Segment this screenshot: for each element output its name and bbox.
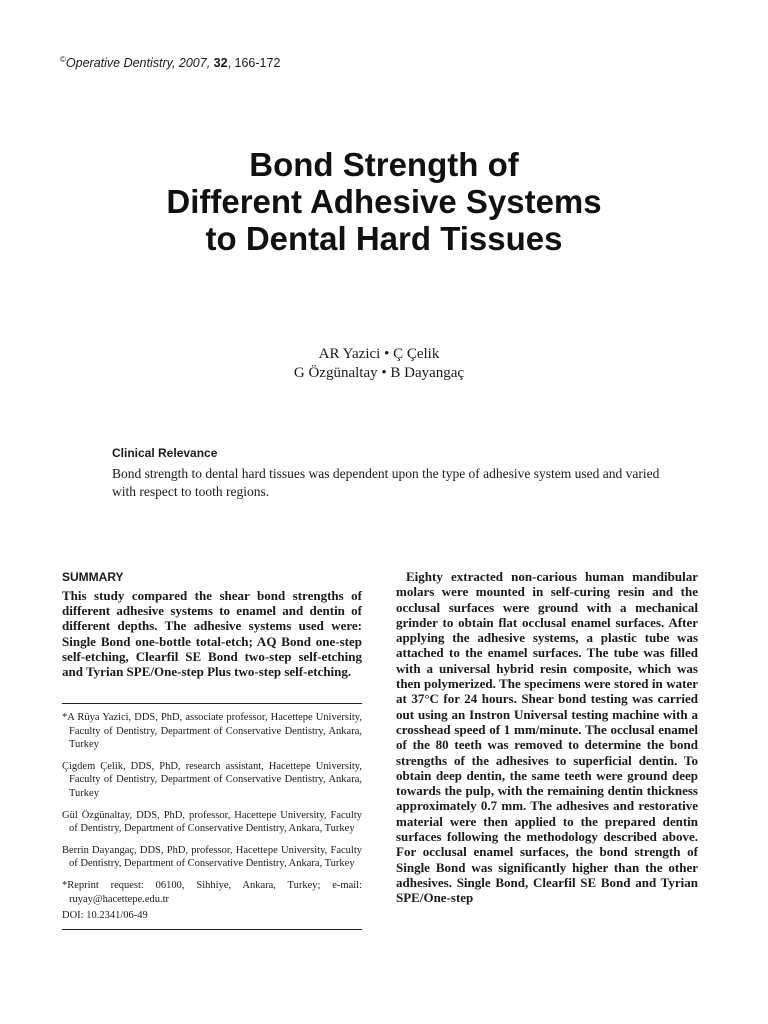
journal-name: Operative Dentistry, 2007, — [65, 56, 214, 71]
journal-pages: , 166-172 — [227, 56, 281, 71]
journal-citation — [60, 55, 280, 70]
reprint-request: *Reprint request: 06100, Sihhiye, Ankara, Turkey; e-mail: ruyay@hacettepe.edu.tr — [62, 879, 362, 905]
title-line: Different Adhesive Systems — [166, 183, 602, 220]
summary-heading: SUMMARY — [62, 570, 124, 584]
author-line: G Özgünaltay • B Dayangaç — [293, 365, 465, 381]
author-list — [0, 345, 758, 383]
journal-volume: 32 — [213, 56, 228, 71]
affiliation-entry: *A Rüya Yazici, DDS, PhD, associate professor, Hacettepe University, Faculty of Dentistry, Department of Conservative Dentistry, Ankara, Turkey — [62, 712, 362, 751]
doi-label: DOI: 10.2341/06-49 — [62, 910, 148, 922]
affiliation-bottom-rule — [62, 929, 362, 930]
affiliation-top-rule — [62, 703, 362, 704]
affiliation-entry: Gül Özgünaltay, DDS, PhD, professor, Hacettepe University, Faculty of Dentistry, Department of Conservative Dentistry, Ankara, Turkey — [62, 809, 362, 835]
copyright-symbol: © — [60, 55, 66, 64]
body-paragraph: Eighty extracted non-carious human mandibular molars were mounted in self-curing resin and the occlusal surfaces were ground with a mechanical grinder to obtain flat occlusal enamel surfaces. After applying the adhesive systems, a plastic tube was attached to the enamel surfaces. The tube was filled with a universal hybrid resin composite, which was then polymerized. The specimens were stored in water at 37°C for 24 hours. Shear bond testing was carried out using an Instron Universal testing machine with a crosshead speed of 1 mm/minute. The occlusal enamel of the 80 teeth was removed to determine the bond strengths of the adhesives to superficial dentin. To obtain deep dentin, the same teeth were ground deep towards the pulp, with the remaining dentin thickness approximately 0.7 mm. The adhesives and restorative material were then applied to the prepared dentin surfaces following the methodology described above. For occlusal enamel surfaces, the bond strength of Single Bond was significantly higher than the other adhesives. Single Bond, Clearfil SE Bond and Tyrian SPE/One-step — [396, 569, 698, 906]
affiliation-entry: Çigdem Çelik, DDS, PhD, research assistant, Hacettepe University, Faculty of Dentistry, Department of Conservative Dentistry, Ankara, Turkey — [62, 760, 362, 799]
title-line: to Dental Hard Tissues — [205, 220, 563, 257]
title-line: Bond Strength of — [249, 146, 519, 183]
clinical-relevance-heading: Clinical Relevance — [112, 446, 218, 460]
author-line: AR Yazici • Ç Çelik — [318, 346, 440, 362]
author-affiliations — [62, 711, 362, 923]
article-title — [0, 146, 768, 257]
summary-text: This study compared the shear bond strengths of different adhesive systems to enamel and dentin of different depths. The adhesive systems used were: Single Bond one-bottle total-etch; AQ Bond one-step self-etching, Clearfil SE Bond two-step self-etching and Tyrian SPE/One-step Plus two-step self-etching. — [62, 588, 362, 680]
clinical-relevance-text: Bond strength to dental hard tissues was dependent upon the type of adhesive system used and varied with respect to tooth regions. — [112, 466, 660, 499]
affiliation-entry: Berrin Dayangaç, DDS, PhD, professor, Hacettepe University, Faculty of Dentistry, Department of Conservative Dentistry, Ankara, Turkey — [62, 844, 362, 870]
